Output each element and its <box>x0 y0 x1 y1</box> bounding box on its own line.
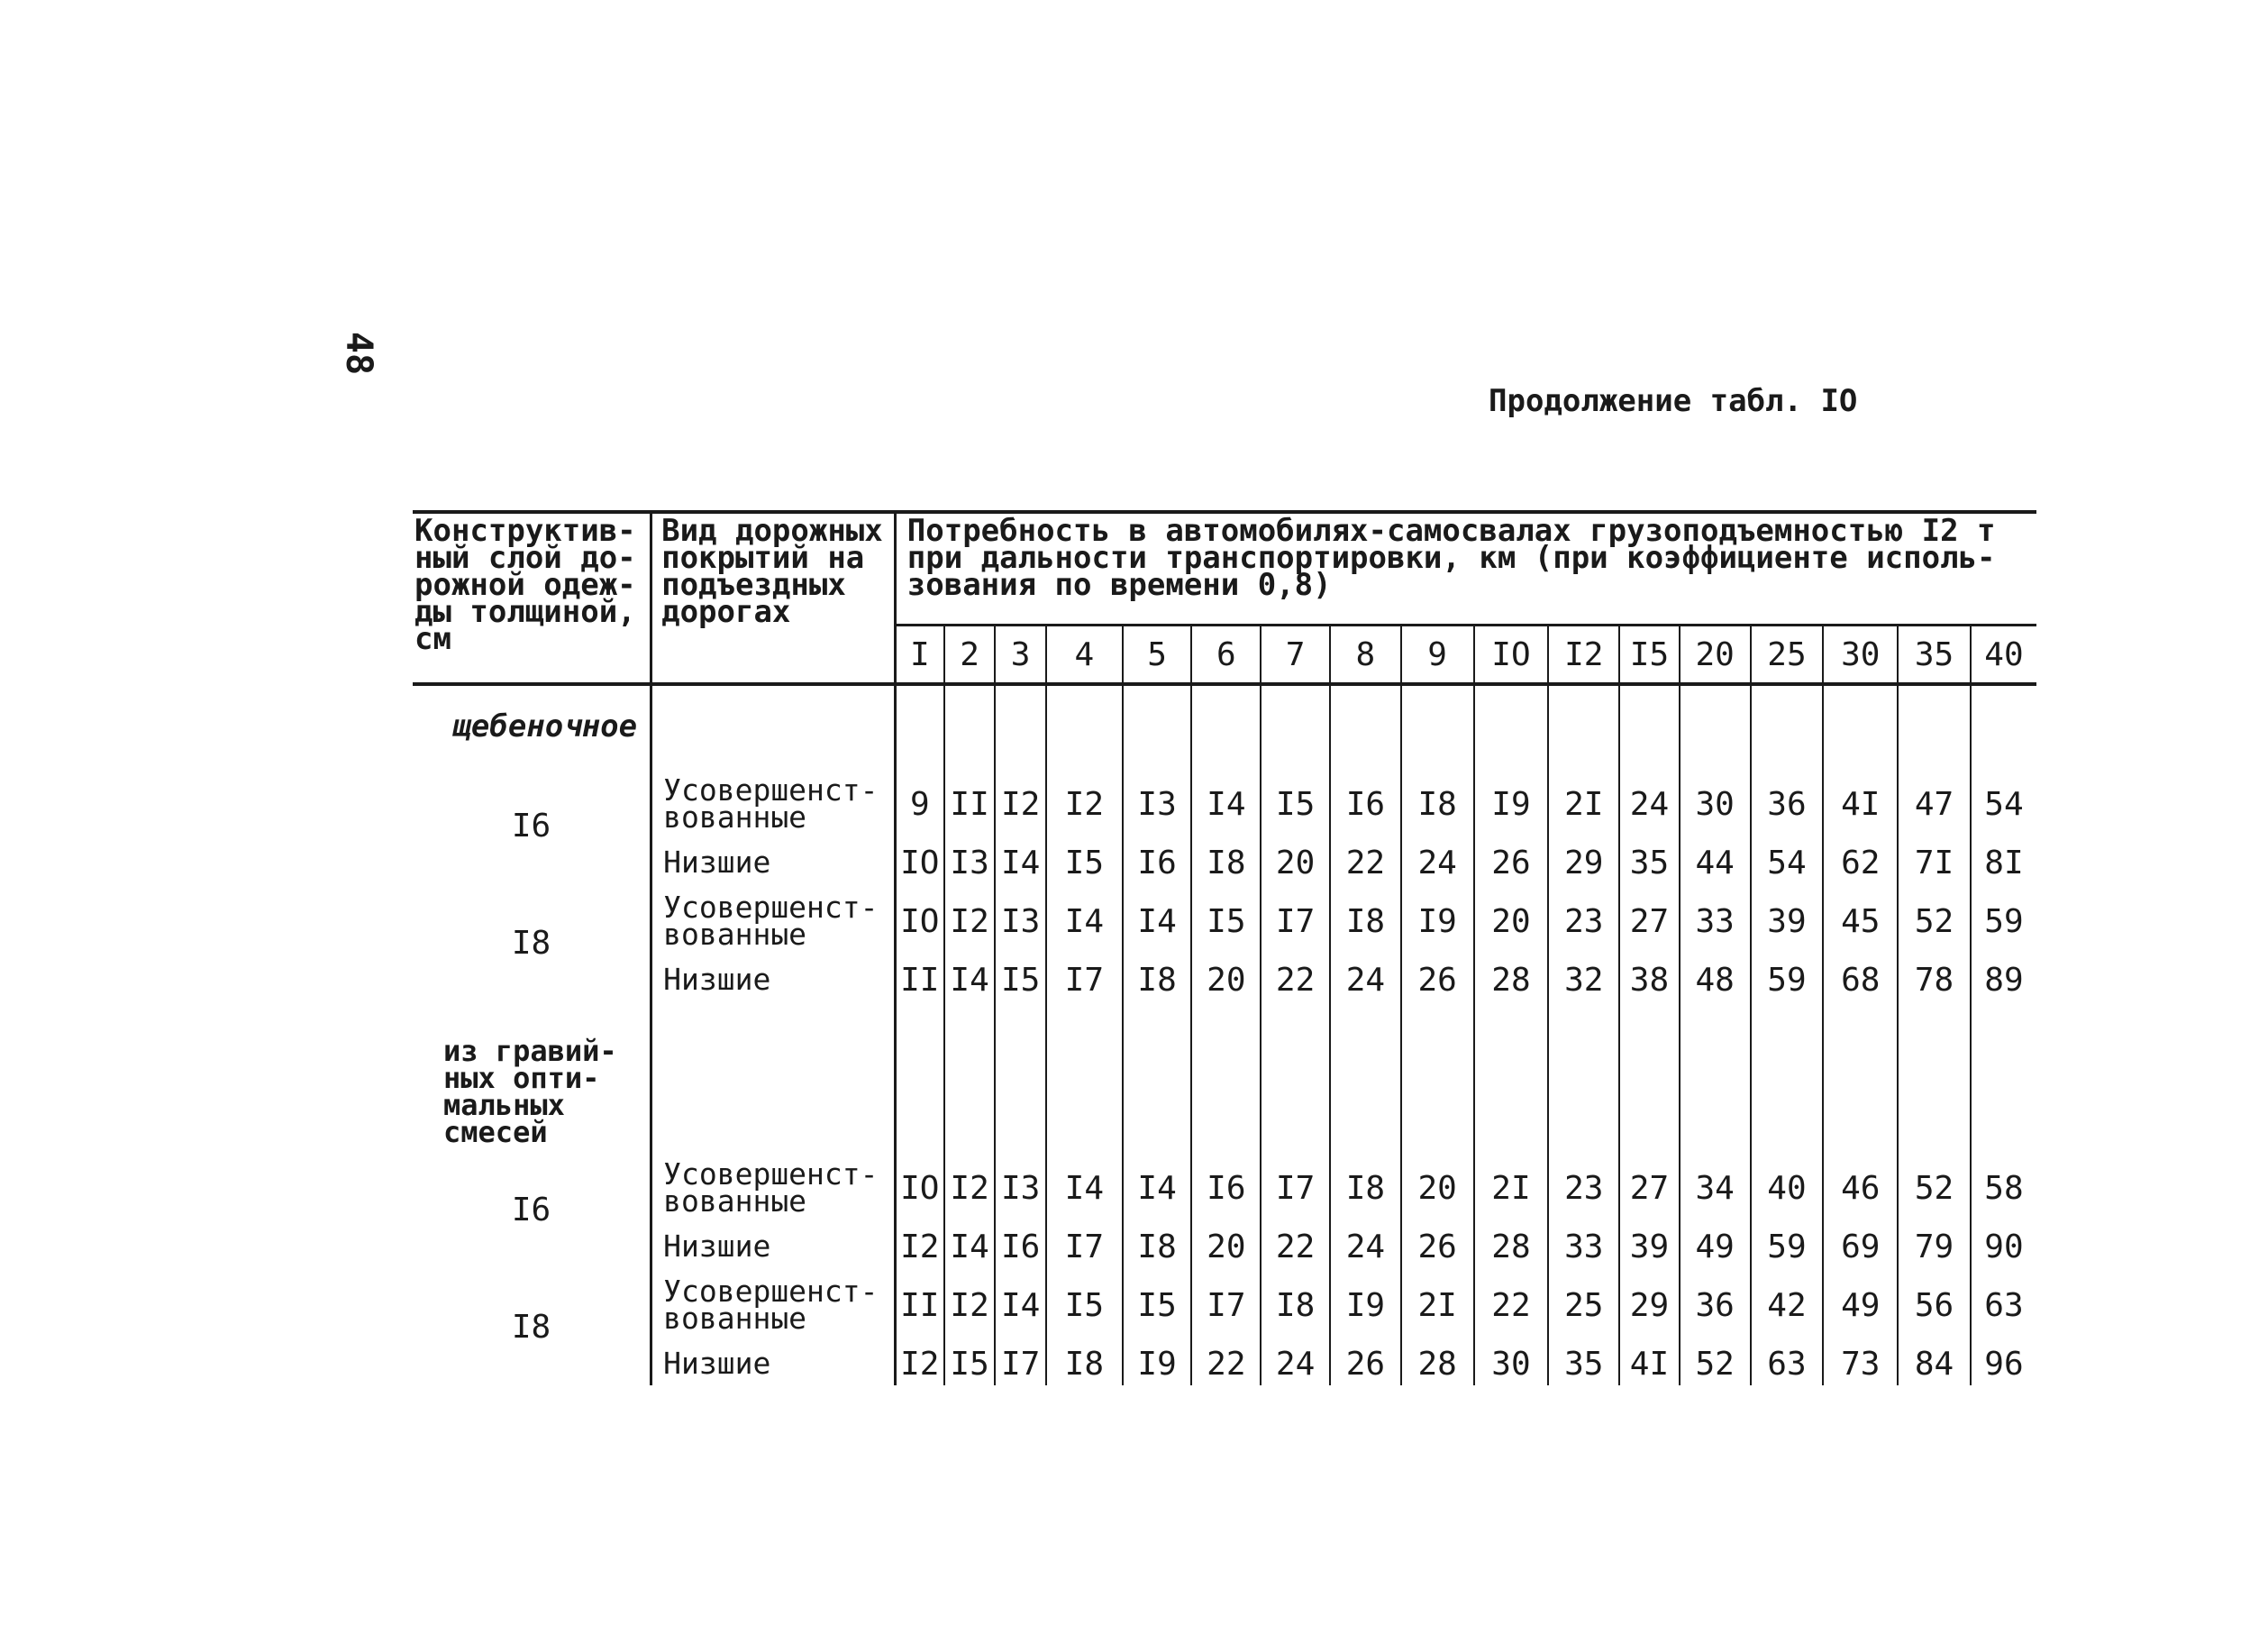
empty-cell <box>1123 1001 1192 1151</box>
value-cell: 35 <box>1619 841 1680 884</box>
surface-type: Усовершенст-вованные <box>651 1268 896 1342</box>
value-cell: 40 <box>1751 1151 1824 1225</box>
value-cell: I8 <box>1123 1225 1192 1268</box>
value-cell: I5 <box>995 958 1046 1001</box>
distance-header: 40 <box>1971 626 2036 685</box>
distance-header: 35 <box>1898 626 1971 685</box>
value-cell: I4 <box>944 1225 996 1268</box>
value-cell: 56 <box>1898 1268 1971 1342</box>
value-cell: I7 <box>1261 884 1330 958</box>
trucks-demand-table <box>413 510 2036 1385</box>
table-body <box>413 512 2036 1385</box>
surface-type: Низшие <box>651 841 896 884</box>
value-cell: I4 <box>1046 884 1123 958</box>
surface-type: Усовершенст-вованные <box>651 884 896 958</box>
value-cell: 49 <box>1823 1268 1898 1342</box>
value-cell: I2 <box>944 1268 996 1342</box>
value-cell: 32 <box>1548 958 1619 1001</box>
layer-thickness: I6 <box>413 1151 651 1268</box>
value-cell: I6 <box>995 1225 1046 1268</box>
value-cell: I7 <box>1046 1225 1123 1268</box>
value-cell: I2 <box>944 884 996 958</box>
surface-type: Низшие <box>651 958 896 1001</box>
value-cell: IO <box>895 884 944 958</box>
empty-cell <box>995 1001 1046 1151</box>
value-cell: 28 <box>1474 1225 1549 1268</box>
value-cell: I3 <box>944 841 996 884</box>
value-cell: 33 <box>1548 1225 1619 1268</box>
empty-cell <box>1046 684 1123 767</box>
empty-cell <box>895 1001 944 1151</box>
distance-header: 6 <box>1191 626 1261 685</box>
value-cell: I2 <box>995 767 1046 841</box>
distance-header: 25 <box>1751 626 1824 685</box>
value-cell: 2I <box>1548 767 1619 841</box>
value-cell: I4 <box>1123 1151 1192 1225</box>
value-cell: 27 <box>1619 1151 1680 1225</box>
table-row <box>413 841 2036 884</box>
value-cell: 20 <box>1474 884 1549 958</box>
value-cell: 9 <box>895 767 944 841</box>
value-cell: 36 <box>1680 1268 1751 1342</box>
value-cell: I7 <box>1046 958 1123 1001</box>
value-cell: I8 <box>1330 884 1401 958</box>
layer-thickness: I8 <box>413 884 651 1001</box>
value-cell: 89 <box>1984 961 2024 999</box>
empty-cell <box>1680 684 1751 767</box>
value-cell: 59 <box>1751 1225 1824 1268</box>
value-cell: 44 <box>1680 841 1751 884</box>
empty-cell <box>1548 684 1619 767</box>
value-cell: 42 <box>1751 1268 1824 1342</box>
value-cell: I2 <box>895 1225 944 1268</box>
value-cell: I6 <box>1191 1151 1261 1225</box>
empty-cell <box>995 684 1046 767</box>
value-cell: 26 <box>1474 841 1549 884</box>
value-cell: 26 <box>1401 1225 1474 1268</box>
value-cell: 54 <box>1751 841 1824 884</box>
value-cell: 54 <box>1984 785 2024 823</box>
empty-cell <box>1823 684 1898 767</box>
value-cell: 36 <box>1751 767 1824 841</box>
value-cell: I2 <box>1046 767 1123 841</box>
empty-cell <box>1751 684 1824 767</box>
value-cell: 22 <box>1191 1342 1261 1385</box>
value-cell: I5 <box>1046 841 1123 884</box>
value-cell: 27 <box>1619 884 1680 958</box>
value-cell: 22 <box>1261 1225 1330 1268</box>
value-cell: I6 <box>1123 841 1192 884</box>
distance-header: 9 <box>1401 626 1474 685</box>
header-layer <box>413 512 651 684</box>
value-cell: 63 <box>1984 1286 2024 1324</box>
value-cell: 78 <box>1898 958 1971 1001</box>
empty-cell <box>1474 1001 1549 1151</box>
empty-cell <box>1046 1001 1123 1151</box>
value-cell: 25 <box>1548 1268 1619 1342</box>
value-cell: 23 <box>1548 1151 1619 1225</box>
section-row <box>413 1001 2036 1151</box>
empty-cell <box>1548 1001 1619 1151</box>
header-surface-text: Вид дорожных покрытий на подъездных дорогах <box>661 513 883 630</box>
empty-cell <box>1680 1001 1751 1151</box>
empty-cell <box>1971 1001 2036 1151</box>
value-cell: I4 <box>1046 1151 1123 1225</box>
value-cell: 79 <box>1898 1225 1971 1268</box>
value-cell: 59 <box>1984 902 2024 940</box>
value-cell: 59 <box>1751 958 1824 1001</box>
empty-cell <box>1330 1001 1401 1151</box>
empty-cell <box>1261 1001 1330 1151</box>
value-cell: IO <box>895 841 944 884</box>
value-cell: I5 <box>1191 884 1261 958</box>
value-cell: I8 <box>1191 841 1261 884</box>
value-cell: I9 <box>1401 884 1474 958</box>
value-cell: 68 <box>1823 958 1898 1001</box>
value-cell: I4 <box>1123 884 1192 958</box>
distance-header: 4 <box>1046 626 1123 685</box>
value-cell: 62 <box>1823 841 1898 884</box>
value-cell: I8 <box>1330 1151 1401 1225</box>
value-cell: 38 <box>1619 958 1680 1001</box>
value-cell: 47 <box>1898 767 1971 841</box>
value-cell: 46 <box>1823 1151 1898 1225</box>
empty-cell <box>1823 1001 1898 1151</box>
value-cell: 69 <box>1823 1225 1898 1268</box>
value-cell: 20 <box>1191 958 1261 1001</box>
value-cell: I4 <box>995 1268 1046 1342</box>
value-cell: 24 <box>1261 1342 1330 1385</box>
value-cell: 96 <box>1984 1345 2024 1383</box>
value-cell: 29 <box>1619 1268 1680 1342</box>
section-row <box>413 684 2036 767</box>
layer-thickness: I6 <box>413 767 651 884</box>
value-cell: 30 <box>1474 1342 1549 1385</box>
distance-header: 30 <box>1823 626 1898 685</box>
distance-header: I <box>895 626 944 685</box>
empty-cell <box>1401 1001 1474 1151</box>
value-cell: I9 <box>1123 1342 1192 1385</box>
page-number: 48 <box>338 331 379 376</box>
empty-cell <box>651 684 896 767</box>
table-caption: Продолжение табл. IO <box>1489 383 1858 419</box>
value-cell: 48 <box>1680 958 1751 1001</box>
value-cell: I4 <box>995 841 1046 884</box>
table-row <box>413 767 2036 841</box>
value-cell: 29 <box>1548 841 1619 884</box>
empty-cell <box>944 1001 996 1151</box>
value-cell: 20 <box>1191 1225 1261 1268</box>
value-cell: 52 <box>1680 1342 1751 1385</box>
value-cell: 4I <box>1823 767 1898 841</box>
empty-cell <box>1971 684 2036 767</box>
empty-cell <box>1191 684 1261 767</box>
value-cell: I8 <box>1401 767 1474 841</box>
value-cell: 73 <box>1823 1342 1898 1385</box>
value-cell: 26 <box>1401 958 1474 1001</box>
distance-header: 5 <box>1123 626 1192 685</box>
value-cell: 22 <box>1261 958 1330 1001</box>
value-cell: I7 <box>995 1342 1046 1385</box>
table-row <box>413 1151 2036 1225</box>
distance-header: 7 <box>1261 626 1330 685</box>
empty-cell <box>1619 684 1680 767</box>
value-cell: 20 <box>1261 841 1330 884</box>
value-cell: 52 <box>1898 1151 1971 1225</box>
value-cell: I7 <box>1261 1151 1330 1225</box>
table-row <box>413 1342 2036 1385</box>
value-cell: 24 <box>1619 767 1680 841</box>
distance-header: 20 <box>1680 626 1751 685</box>
value-cell: 52 <box>1898 884 1971 958</box>
distance-header: IO <box>1474 626 1549 685</box>
value-cell: 22 <box>1474 1268 1549 1342</box>
value-cell: 49 <box>1680 1225 1751 1268</box>
empty-cell <box>895 684 944 767</box>
distance-header: I2 <box>1548 626 1619 685</box>
header-surface <box>651 512 896 684</box>
value-cell: 35 <box>1548 1342 1619 1385</box>
value-cell: II <box>895 958 944 1001</box>
section-label: щебеночное <box>413 684 651 767</box>
surface-type: Усовершенст-вованные <box>651 1151 896 1225</box>
value-cell: 2I <box>1401 1268 1474 1342</box>
empty-cell <box>1123 684 1192 767</box>
value-cell: I6 <box>1330 767 1401 841</box>
empty-cell <box>1619 1001 1680 1151</box>
value-cell: I3 <box>995 1151 1046 1225</box>
surface-type: Низшие <box>651 1225 896 1268</box>
value-cell: 58 <box>1984 1169 2024 1207</box>
value-cell: I3 <box>995 884 1046 958</box>
table-row <box>413 1268 2036 1342</box>
value-cell: I4 <box>944 958 996 1001</box>
value-cell: 28 <box>1474 958 1549 1001</box>
value-cell: 28 <box>1401 1342 1474 1385</box>
distance-header: I5 <box>1619 626 1680 685</box>
surface-type: Низшие <box>651 1342 896 1385</box>
value-cell: 84 <box>1898 1342 1971 1385</box>
layer-thickness: I8 <box>413 1268 651 1385</box>
value-cell: 22 <box>1330 841 1401 884</box>
table-row <box>413 1225 2036 1268</box>
distance-header: 2 <box>944 626 996 685</box>
header-need <box>895 512 2036 626</box>
value-cell: 39 <box>1751 884 1824 958</box>
value-cell: II <box>944 767 996 841</box>
value-cell: I4 <box>1191 767 1261 841</box>
value-cell: I9 <box>1474 767 1549 841</box>
empty-cell <box>1330 684 1401 767</box>
value-cell: I8 <box>1261 1268 1330 1342</box>
value-cell: I8 <box>1046 1342 1123 1385</box>
value-cell: II <box>895 1268 944 1342</box>
value-cell: 24 <box>1330 958 1401 1001</box>
empty-cell <box>651 1001 896 1151</box>
value-cell: I5 <box>1046 1268 1123 1342</box>
value-cell: 24 <box>1330 1225 1401 1268</box>
distance-header: 8 <box>1330 626 1401 685</box>
empty-cell <box>1474 684 1549 767</box>
value-cell: I9 <box>1330 1268 1401 1342</box>
value-cell: 90 <box>1984 1228 2024 1265</box>
value-cell: 2I <box>1474 1151 1549 1225</box>
value-cell: 63 <box>1751 1342 1824 1385</box>
empty-cell <box>1751 1001 1824 1151</box>
header-layer-text: Конструктив-ный слой до-рожной одеж-ды толщиной, см <box>414 513 636 657</box>
value-cell: I5 <box>1261 767 1330 841</box>
value-cell: 34 <box>1680 1151 1751 1225</box>
value-cell: I7 <box>1191 1268 1261 1342</box>
value-cell: 4I <box>1619 1342 1680 1385</box>
empty-cell <box>1401 684 1474 767</box>
empty-cell <box>944 684 996 767</box>
value-cell: I3 <box>1123 767 1192 841</box>
value-cell: 30 <box>1680 767 1751 841</box>
surface-type: Усовершенст-вованные <box>651 767 896 841</box>
table-row <box>413 958 2036 1001</box>
value-cell: 8I <box>1984 844 2024 881</box>
empty-cell <box>1261 684 1330 767</box>
value-cell: I5 <box>944 1342 996 1385</box>
value-cell: I8 <box>1123 958 1192 1001</box>
value-cell: I2 <box>944 1151 996 1225</box>
table-row <box>413 884 2036 958</box>
value-cell: 24 <box>1401 841 1474 884</box>
value-cell: 20 <box>1401 1151 1474 1225</box>
value-cell: 39 <box>1619 1225 1680 1268</box>
value-cell: I5 <box>1123 1268 1192 1342</box>
value-cell: 23 <box>1548 884 1619 958</box>
value-cell: 33 <box>1680 884 1751 958</box>
empty-cell <box>1191 1001 1261 1151</box>
value-cell: 7I <box>1898 841 1971 884</box>
empty-cell <box>1898 684 1971 767</box>
empty-cell <box>1898 1001 1971 1151</box>
header-need-text: Потребность в автомобилях-самосвалах грузоподъемностью I2 т при дальности транспортировки, км (при коэффициенте исполь-зования по времени 0,8) <box>906 513 1996 603</box>
value-cell: 26 <box>1330 1342 1401 1385</box>
value-cell: IO <box>895 1151 944 1225</box>
distance-header: 3 <box>995 626 1046 685</box>
section-label: из гравий-ных опти-мальных смесей <box>413 1001 651 1151</box>
value-cell: 45 <box>1823 884 1898 958</box>
value-cell: I2 <box>895 1342 944 1385</box>
